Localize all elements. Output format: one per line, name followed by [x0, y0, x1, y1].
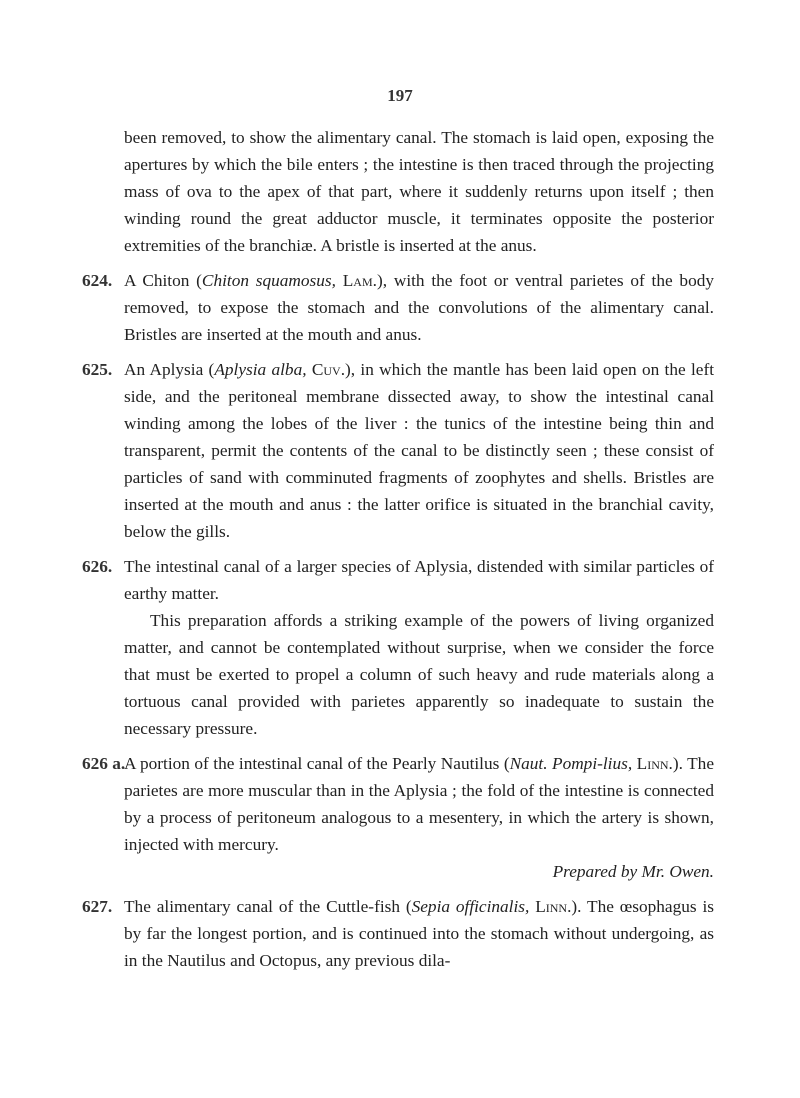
entry-lead: An Aplysia (: [124, 360, 215, 379]
entry-626a: [82, 750, 714, 858]
entry-625: [82, 356, 714, 545]
entry-lead: The alimentary canal of the Cuttle-fish (: [124, 897, 412, 916]
entry-text: ), in which the mantle has been laid open on the left side, and the peritoneal membrane dissected away, to show the intestinal canal winding among the lobes of the liver : the tunics of the intestine being thin and transparent, permit the contents of the canal to be distinctly seen ; these consist of particles of sand with comminuted fragments of zoophytes and shells. Bristles are inserted at the mouth and anus : the latter orifice is situated in the branchial cavity, below the gills.: [124, 360, 715, 541]
page-number: 197: [387, 86, 413, 105]
entry-626: [82, 553, 714, 607]
species-name: Naut. Pompi-lius,: [509, 754, 633, 773]
authority: Lam.: [335, 271, 377, 290]
entry-text: ). The parietes are more muscular than in the Aplysia ; the fold of the intestine is connected by a process of peritoneum analogous to a mesentery, in which the artery is shown, injected with mercury.: [124, 754, 714, 854]
authority: Linn.: [529, 897, 572, 916]
entry-624: [82, 267, 714, 348]
entry-text: ), with the foot or ventral parietes of the body removed, to expose the stomach and the convolutions of the alimentary canal. Bristles are inserted at the mouth and anus.: [124, 271, 714, 344]
entry-627: [82, 893, 714, 974]
species-name: Chiton squamosus,: [201, 271, 336, 290]
entry-number: 625.: [82, 360, 113, 379]
entry-text: ). The œsophagus is by far the longest portion, and is continued into the stomach without undergoing, as in the Nautilus and Octopus, any previous dila-: [124, 897, 714, 970]
entry-number: 626 a.: [82, 754, 126, 773]
preparer-credit: Prepared by Mr. Owen.: [552, 862, 714, 881]
species-name: Sepia officinalis,: [411, 897, 530, 916]
intro-paragraph: been removed, to show the alimentary canal. The stomach is laid open, exposing the apertures by which the bile enters ; the intestine is then traced through the projecting mass of ova to the apex of that part, where it suddenly returns upon itself ; then winding round the great adductor muscle, it terminates opposite the posterior extremities of the branchiæ. A bristle is inserted at the anus.: [124, 128, 714, 255]
entry-626-commentary: This preparation affords a striking example of the powers of living organized matter, and cannot be contemplated without surprise, when we consider the force that must be exerted to propel a column of such heavy and rude materials along a tortuous canal provided with parietes apparently so inadequate to sustain the necessary pressure.: [124, 611, 714, 738]
authority: Linn.: [632, 754, 673, 773]
entry-number: 624.: [82, 271, 113, 290]
entry-lead: A Chiton (: [124, 271, 202, 290]
entry-lead: A portion of the intestinal canal of the Pearly Nautilus (: [124, 754, 510, 773]
entry-text: The intestinal canal of a larger species of Aplysia, distended with similar particles of earthy matter.: [124, 557, 714, 603]
species-name: Aplysia alba,: [214, 360, 307, 379]
text-body: [82, 124, 714, 982]
authority: Cuv.: [306, 360, 346, 379]
entry-number: 626.: [82, 557, 113, 576]
entry-number: 627.: [82, 897, 113, 916]
